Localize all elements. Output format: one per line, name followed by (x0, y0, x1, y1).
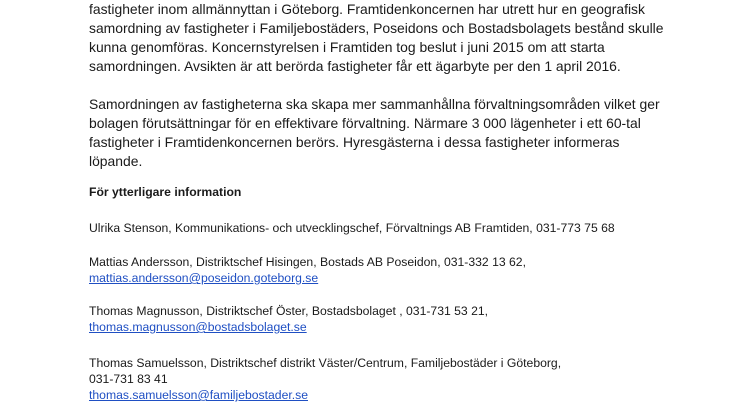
contact-mattias-andersson (89, 254, 526, 286)
paragraph-line: fastigheter inom allmännyttan i Göteborg. Framtidenkoncernen har utrett hur en geografisk (89, 1, 645, 17)
contact-line: Thomas Magnusson, Distriktschef Öster, Bostadsbolaget , 031-731 53 21, (89, 304, 489, 318)
contact-ulrika-stenson (89, 220, 615, 236)
paragraph-line: fastigheter i Framtidenkoncernen berörs. Hyresgästerna i dessa fastigheter informeras (89, 134, 620, 150)
paragraph-line: samordningen. Avsikten är att berörda fastigheter får ett ägarbyte per den 1 april 2016. (89, 58, 621, 74)
email-link-thomas-samuelsson[interactable]: thomas.samuelsson@familjebostader.se (89, 388, 308, 402)
paragraph-line: samordning av fastigheter i Familjebostäders, Poseidons och Bostadsbolagets bestånd skulle (89, 20, 664, 36)
paragraph-line: löpande. (89, 153, 143, 169)
paragraph-coordination (89, 95, 660, 171)
email-link-thomas-magnusson[interactable]: thomas.magnusson@bostadsbolaget.se (89, 320, 307, 334)
paragraph-background (89, 0, 663, 76)
contact-line: 031-731 83 41 (89, 372, 168, 386)
paragraph-line: Samordningen av fastigheterna ska skapa mer sammanhållna förvaltningsområden vilket ger (89, 96, 660, 112)
contact-thomas-magnusson (89, 303, 488, 335)
email-link-mattias-andersson[interactable]: mattias.andersson@poseidon.goteborg.se (89, 271, 319, 285)
contact-line: Mattias Andersson, Distriktschef Hisingen, Bostads AB Poseidon, 031-332 13 62, (89, 255, 526, 269)
contact-line: Ulrika Stenson, Kommunikations- och utvecklingschef, Förvaltnings AB Framtiden, 031-773 75 68 (89, 221, 615, 235)
paragraph-line: kunna genomföras. Koncernstyrelsen i Framtiden tog beslut i juni 2015 om att starta (89, 39, 605, 55)
paragraph-line: bolagen förutsättningar för en effektivare förvaltning. Närmare 3 000 lägenheter i ett 60-tal (89, 115, 641, 131)
contact-heading: För ytterligare information (89, 185, 242, 199)
contact-line: Thomas Samuelsson, Distriktschef distrikt Väster/Centrum, Familjebostäder i Göteborg, (89, 356, 562, 370)
contact-thomas-samuelsson (89, 355, 561, 403)
